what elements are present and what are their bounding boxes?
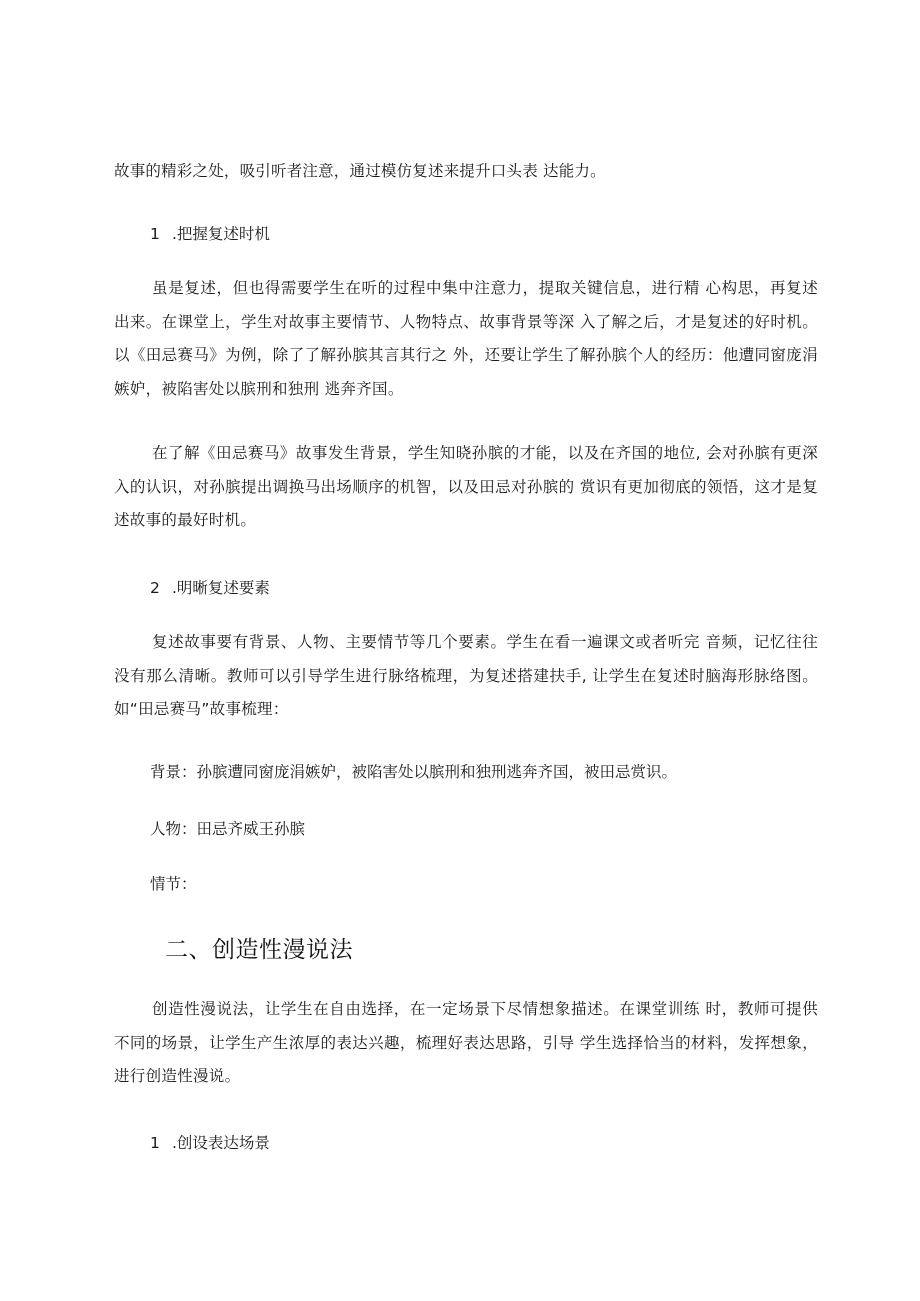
section-2-number: 2 [150, 579, 160, 597]
section-1-paragraph-2: 在了解《田忌赛马》故事发生背景，学生知晓孙膑的才能，以及在齐国的地位, 会对孙膑有更深入的认识，对孙膑提出调换马出场顺序的机智，以及田忌对孙膑的 赏识有更加彻底的领悟，这才是复述故事的最好时机。 [114, 444, 818, 529]
chapter-2-subsection-1-heading [150, 1131, 270, 1155]
section-2-paragraph-1: 复述故事要有背景、人物、主要情节等几个要素。学生在看一遍课文或者听完 音频，记忆往往没有那么清晰。教师可以引导学生进行脉络梳理，为复述搭建扶手, 让学生在复述时脑海形脉络图。如“田忌赛马”故事梳理： [114, 633, 818, 718]
section-1-heading [150, 222, 270, 246]
chapter-2-subsection-1-title: .创设表达场景 [172, 1134, 270, 1152]
lead-line: 故事的精彩之处，吸引听者注意，通过模仿复述来提升口头表 达能力。 [114, 162, 606, 180]
plot-line: 情节： [150, 875, 197, 893]
section-2-heading [150, 576, 270, 600]
characters-line: 人物：田忌齐威王孙膑 [150, 820, 306, 838]
chapter-2-heading: 二、创造性漫说法 [165, 937, 353, 963]
chapter-2-paragraph: 创造性漫说法，让学生在自由选择，在一定场景下尽情想象描述。在课堂训练 时，教师可提供不同的场景，让学生产生浓厚的表达兴趣，梳理好表达思路，引导 学生选择恰当的材料，发挥想象，进行创造性漫说。 [114, 1000, 818, 1085]
section-1-title: .把握复述时机 [172, 225, 270, 243]
section-2-title: .明晰复述要素 [172, 579, 270, 597]
section-1-paragraph-1: 虽是复述，但也得需要学生在听的过程中集中注意力，提取关键信息，进行精 心构思，再复述出来。在课堂上，学生对故事主要情节、人物特点、故事背景等深 入了解之后，才是复述的好时机。以《田忌赛马》为例，除了了解孙膑其言其行之 外，还要让学生了解孙膑个人的经历：他遭同窗庞涓嫉妒，被陷害处以膑刑和独刑 逃奔齐国。 [114, 279, 818, 398]
background-line: 背景：孙膑遭同窗庞涓嫉妒，被陷害处以膑刑和独刑逃奔齐国，被田忌赏识。 [150, 763, 678, 781]
section-1-number: 1 [150, 225, 160, 243]
chapter-2-subsection-1-number: 1 [150, 1134, 160, 1152]
